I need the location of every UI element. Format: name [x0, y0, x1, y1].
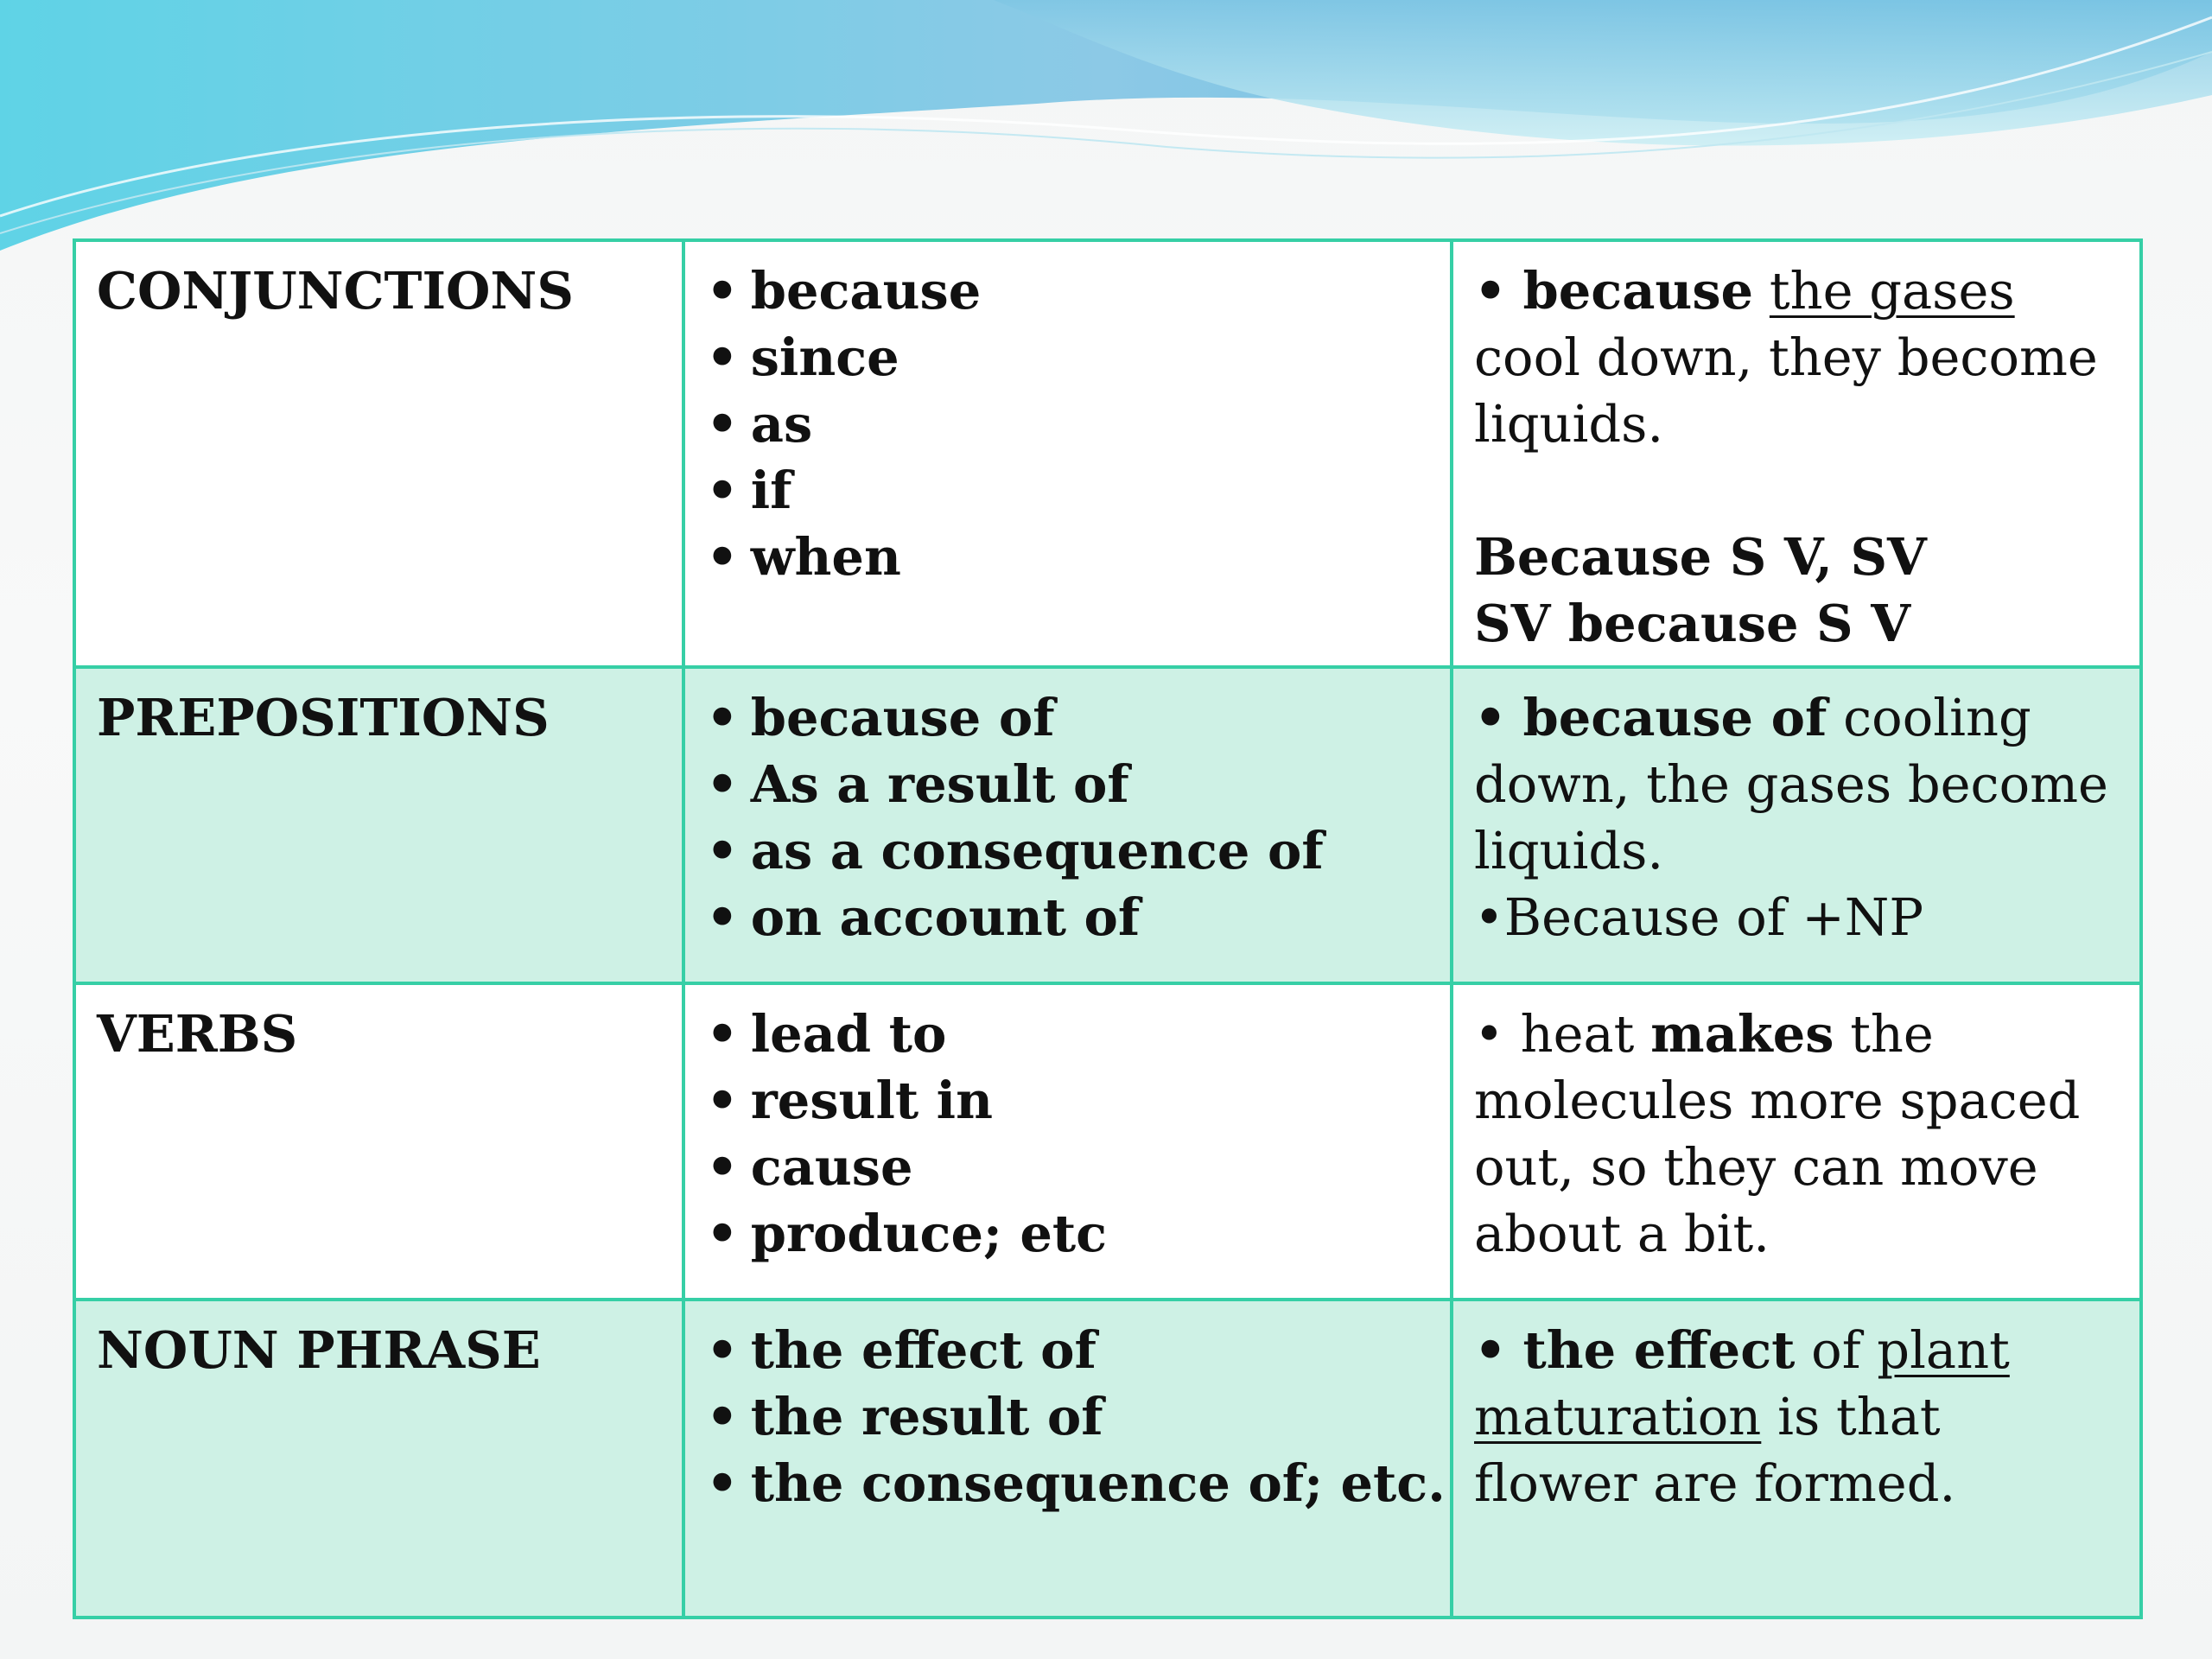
list-item: • when [706, 524, 1429, 590]
example-bullet: • [1474, 688, 1507, 747]
header-wave-decoration [0, 0, 2212, 259]
pattern-line: Because S V, SV [1474, 527, 1927, 587]
category-cell: PREPOSITIONS [74, 667, 683, 983]
list-item: • produce; etc [706, 1200, 1429, 1267]
list-item: • cause [706, 1134, 1429, 1200]
list-item: • on account of [706, 884, 1429, 950]
example-rest: is that flower are formed. [1474, 1387, 1956, 1513]
example-cell [1452, 667, 2141, 983]
example-note: •Because of +NP [1474, 887, 1924, 947]
items-cell [683, 240, 1452, 667]
list-item: • the effect of [706, 1317, 1429, 1383]
list-item: • because [706, 257, 1429, 324]
table-row-conjunctions [74, 240, 2141, 667]
items-list [706, 684, 1429, 950]
example-bullet: • [1474, 261, 1507, 321]
example-text [1474, 257, 2119, 457]
table-row-verbs [74, 983, 2141, 1300]
example-underlined: plant maturation [1474, 1320, 2010, 1446]
example-rest: cooling down, the gases become liquids. [1474, 688, 2108, 880]
list-item: • the result of [706, 1383, 1429, 1450]
example-bullet: • [1474, 1004, 1504, 1064]
items-list [706, 1001, 1429, 1267]
example-underlined: the gases [1769, 261, 2015, 321]
table-row-prepositions [74, 667, 2141, 983]
items-list [706, 257, 1429, 590]
category-cell: CONJUNCTIONS [74, 240, 683, 667]
list-item: • the consequence of; etc. [706, 1450, 1429, 1516]
list-item: • as a consequence of [706, 817, 1429, 884]
items-list [706, 1317, 1446, 1516]
list-item: • if [706, 457, 1429, 524]
example-lead: of [1811, 1320, 1861, 1380]
list-item: • as [706, 391, 1429, 457]
items-cell [683, 983, 1452, 1300]
example-keyword: because [1522, 261, 1754, 321]
example-keyword: because of [1522, 688, 1827, 747]
example-rest: the molecules more spaced out, so they can move about a bit. [1474, 1004, 2081, 1263]
example-cell [1452, 983, 2141, 1300]
list-item: • result in [706, 1067, 1429, 1134]
category-cell: NOUN PHRASE [74, 1300, 683, 1618]
cause-effect-table [73, 238, 2143, 1619]
items-cell [683, 667, 1452, 983]
list-item: • lead to [706, 1001, 1429, 1067]
example-cell [1452, 1300, 2141, 1618]
table-row-noun-phrase [74, 1300, 2141, 1618]
example-lead: heat [1520, 1004, 1635, 1064]
list-item: • since [706, 324, 1429, 391]
example-text [1474, 684, 2119, 884]
example-keyword: the effect [1522, 1320, 1796, 1380]
example-keyword: makes [1650, 1004, 1834, 1064]
cause-effect-table-container [73, 238, 2139, 1607]
example-bullet: • [1474, 1320, 1507, 1380]
list-item: • As a result of [706, 751, 1429, 817]
items-cell [683, 1300, 1452, 1618]
pattern-line: SV because S V [1474, 594, 1910, 653]
example-rest: cool down, they become liquids. [1474, 327, 2098, 454]
category-cell: VERBS [74, 983, 683, 1300]
example-cell [1452, 240, 2141, 667]
example-text [1474, 1001, 2119, 1267]
list-item: • because of [706, 684, 1429, 751]
example-text [1474, 1317, 2119, 1516]
